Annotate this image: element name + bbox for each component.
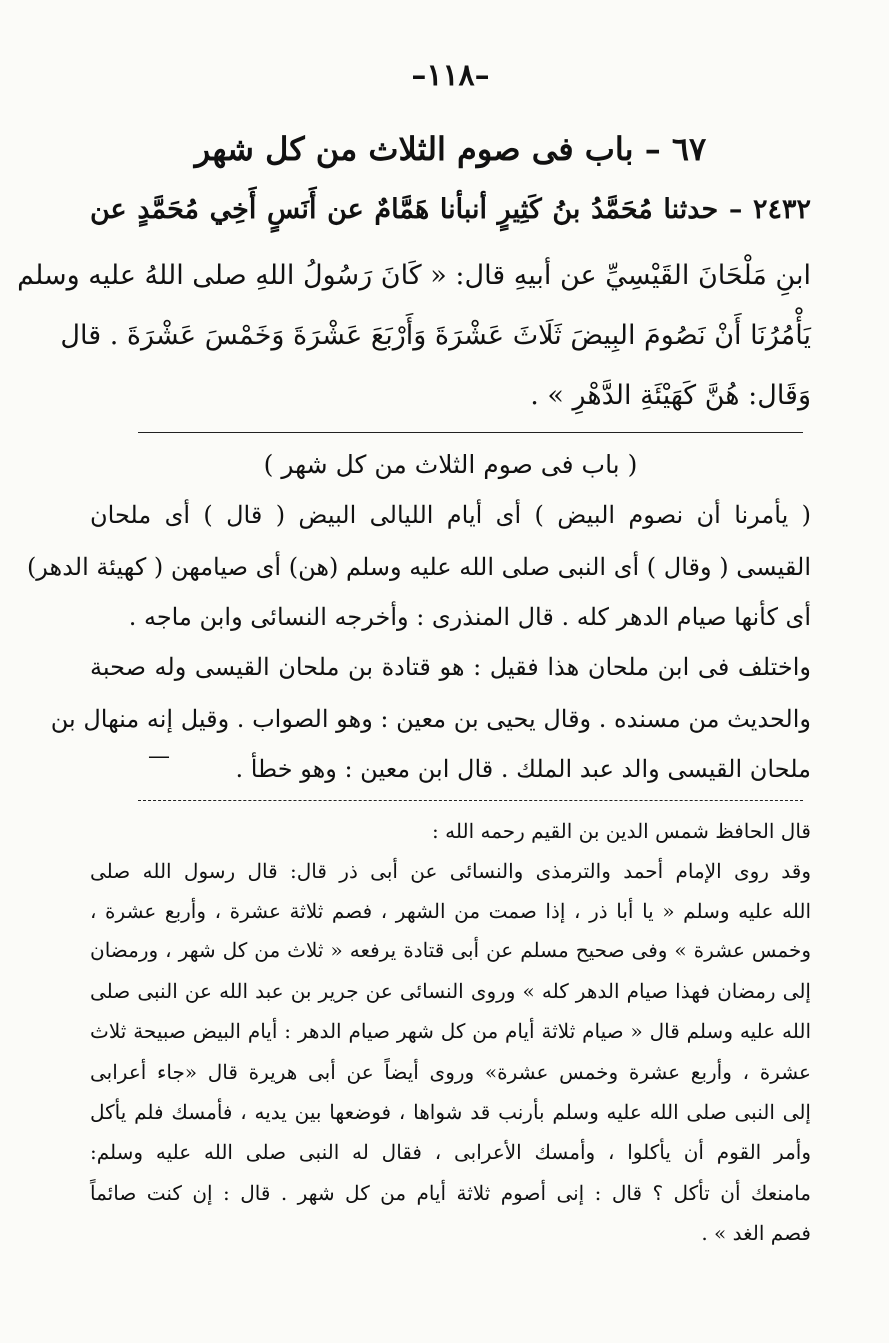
page-number: –۱۱۸–	[411, 58, 490, 93]
sharh-end-mark: —	[148, 744, 170, 769]
chapter-heading: ٦٧ – باب فى صوم الثلاث من كل شهر	[194, 130, 707, 168]
hadith-line: ابنِ مَلْحَانَ القَيْسِيِّ عن أبيهِ قال: « كَانَ رَسُولُ اللهِ صلى اللهُ عليه وسلم	[17, 260, 811, 291]
hadith-line: وَقَال: هُنَّ كَهَيْئَةِ الدَّهْرِ » .	[530, 380, 811, 411]
note-line: مامنعك أن تأكل ؟ قال : إنى أصوم ثلاثة أيام من كل شهر . قال : إن كنت صائماً	[90, 1181, 811, 1205]
note-line: عشرة ، وأربع عشرة وخمس عشرة» وروى أيضاً عن أبى هريرة قال «جاء أعرابى	[90, 1060, 811, 1084]
note-line: إلى النبى صلى الله عليه وسلم بأرنب قد شواها ، فوضعها بين يديه ، فأمسك فلم يأكل	[90, 1100, 811, 1124]
sharh-line: والحديث من مسنده . وقال يحيى بن معين : وهو الصواب . وقيل إنه منهال بن	[50, 705, 811, 733]
note-heading: قال الحافظ شمس الدين بن القيم رحمه الله :	[432, 819, 811, 843]
note-line: فصم الغد » .	[701, 1221, 811, 1245]
sharh-line: ملحان القيسى والد عبد الملك . قال ابن معين : وهو خطأ .	[235, 755, 811, 783]
note-line: وأمر القوم أن يأكلوا ، وأمسك الأعرابى ، فقال له النبى صلى الله عليه وسلم:	[90, 1140, 811, 1164]
sharh-line: واختلف فى ابن ملحان هذا فقيل : هو قتادة بن ملحان القيسى وله صحبة	[90, 653, 811, 681]
hadith-line: ٢٤٣٢ – حدثنا مُحَمَّدُ بنُ كَثِيرٍ أنبأنا هَمَّامٌ عن أَنَسٍ أَخِي مُحَمَّدٍ عن	[90, 194, 811, 225]
footnote-divider	[138, 800, 803, 801]
sharh-line: أى كأنها صيام الدهر كله . قال المنذرى : وأخرجه النسائى وابن ماجه .	[128, 603, 811, 631]
note-line: الله عليه وسلم قال « صيام ثلاثة أيام من كل شهر صيام الدهر : أيام البيض صبيحة ثلاث	[90, 1019, 811, 1043]
sharh-heading: ( باب فى صوم الثلاث من كل شهر )	[263, 450, 638, 479]
note-line: إلى رمضان فهذا صيام الدهر كله » وروى النسائى عن جرير بن عبد الله عن النبى صلى	[90, 979, 811, 1003]
sharh-line: ( يأمرنا أن نصوم البيض ) أى أيام الليالى البيض ( قال ) أى ملحان	[90, 501, 811, 529]
note-line: وقد روى الإمام أحمد والترمذى والنسائى عن أبى ذر قال: قال رسول الله صلى	[90, 859, 811, 883]
sharh-line: القيسى ( وقال ) أى النبى صلى الله عليه وسلم (هن) أى صيامهن ( كهيئة الدهر)	[26, 553, 811, 581]
note-line: الله عليه وسلم « يا أبا ذر ، إذا صمت من الشهر ، فصم ثلاثة عشرة ، وأربع عشرة ،	[90, 899, 811, 923]
note-line: وخمس عشرة » وفى صحيح مسلم عن أبى قتادة يرفعه « ثلاث من كل شهر ، ورمضان	[90, 938, 811, 962]
section-divider	[138, 432, 803, 433]
hadith-line: يَأْمُرُنَا أَنْ نَصُومَ البِيضَ ثَلَاثَ عَشْرَةَ وَأَرْبَعَ عَشْرَةَ وَخَمْسَ عَشْرَةَ . قال	[60, 320, 811, 351]
